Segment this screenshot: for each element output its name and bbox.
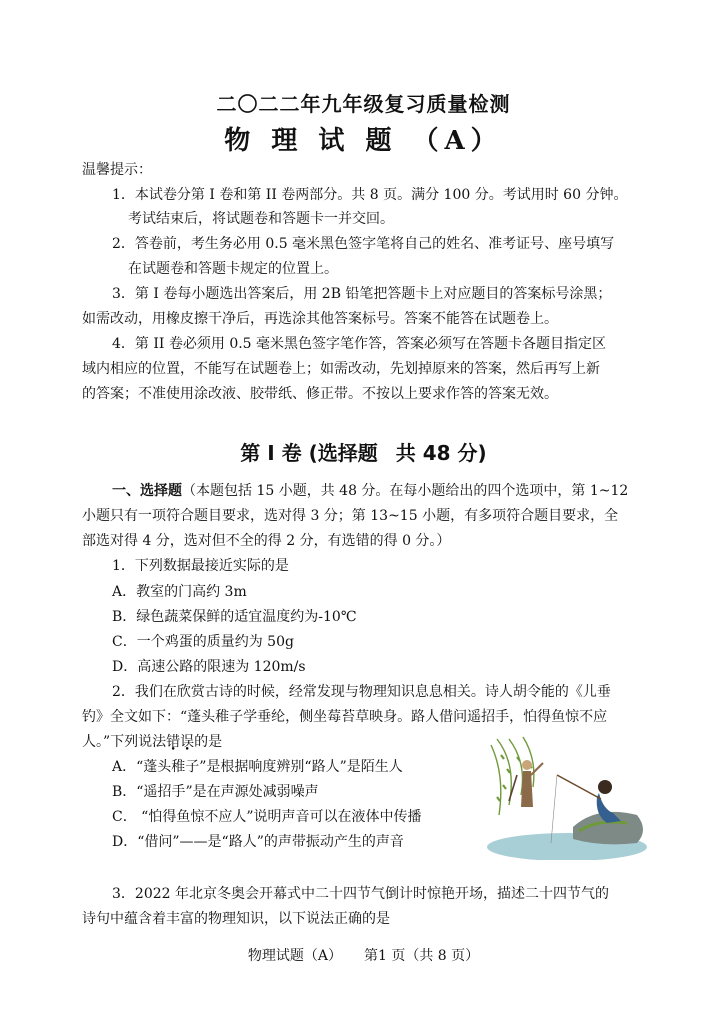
reminder-item-2-line-1: 2．答卷前，考生务必用 0.5 毫米黑色签字笔将自己的姓名、准考证号、座号填写	[112, 236, 615, 252]
footer-page-number: 第1 页（共 8 页）	[363, 948, 480, 964]
passerby-body	[521, 771, 533, 807]
q2-line-3-suffix: 的是	[194, 734, 223, 750]
fishing-child-illustration	[487, 735, 647, 860]
reminder-item-3-line-2: 如需改动，用橡皮擦干净后，再选涂其他答案标号。答案不能答在试题卷上。	[82, 311, 558, 327]
q2-emphasis-char-1: 错	[166, 734, 181, 750]
section-title	[0, 437, 727, 466]
q2-line-2: 钓》全文如下：“蓬头稚子学垂纶，侧坐莓苔草映身。路人借问遥招手，怕得鱼惊不应	[82, 709, 608, 725]
part1-line-3: 部选对得 4 分，选对但不全的得 2 分，有选错的得 0 分。）	[82, 533, 451, 549]
section-title-main: 第 I 卷 (选择题	[240, 441, 378, 465]
q1-option-a: A．教室的门高约 3m	[112, 584, 247, 600]
q2-emphasis-char-2: 误	[180, 734, 195, 750]
part1-line-1	[112, 481, 628, 501]
q1-option-d: D．高速公路的限速为 120m/s	[112, 659, 306, 675]
q3-line-2: 诗句中蕴含着丰富的物理知识，以下说法正确的是	[82, 911, 390, 927]
q3-line-1: 3．2022 年北京冬奥会开幕式中二十四节气倒计时惊艳开场，描述二十四节气的	[112, 886, 609, 902]
q2-option-d: D．“借问”——是“路人”的声带振动产生的声音	[112, 834, 404, 850]
exam-subject-title: 物 理 试 题 （A）	[224, 126, 503, 156]
q2-option-a: A．“蓬头稚子”是根据响度辨别“路人”是陌生人	[112, 759, 403, 775]
q2-line-1: 2．我们在欣赏古诗的时候，经常发现与物理知识息息相关。诗人胡令能的《儿垂	[112, 684, 611, 700]
footer-subject: 物理试题（A）	[247, 948, 342, 964]
reminder-item-4-line-1: 4．第 II 卷必须用 0.5 毫米黑色签字笔作答，答案必须写在答题卡各题目指定区	[112, 336, 607, 352]
q2-line-3-prefix: 人。”下列说法	[82, 734, 167, 750]
part1-instructions: （本题包括 15 小题，共 48 分。在每小题给出的四个选项中，第 1~12	[182, 483, 629, 499]
part1-line-2: 小题只有一项符合题目要求，选对得 3 分；第 13~15 小题，有多项符合题目要求，全	[82, 508, 619, 524]
reminder-heading: 温馨提示：	[82, 162, 152, 178]
part1-label: 一、选择题	[112, 483, 182, 499]
reminder-item-4-line-2: 域内相应的位置，不能写在试题卷上；如需改动，先划掉原来的答案，然后再写上新	[82, 361, 600, 377]
q1-option-c: C．一个鸡蛋的质量约为 50g	[112, 634, 294, 650]
reminder-item-1-line-1: 1．本试卷分第 I 卷和第 II 卷两部分。共 8 页。满分 100 分。考试用时 60 分钟。	[112, 187, 628, 203]
q2-option-b: B．“遥招手”是在声源处减弱噪声	[112, 784, 319, 800]
q1-option-b: B．绿色蔬菜保鲜的适宜温度约为-10℃	[112, 609, 357, 625]
reminder-item-2-line-2: 在试题卷和答题卡规定的位置上。	[128, 261, 338, 277]
reminder-item-1-line-2: 考试结束后，将试题卷和答题卡一并交回。	[128, 211, 394, 227]
q1-stem: 1．下列数据最接近实际的是	[112, 558, 289, 574]
exam-title: 二〇二二年九年级复习质量检测	[216, 92, 511, 116]
page-footer	[0, 945, 727, 965]
passerby-head	[522, 760, 532, 770]
reminder-item-3-line-1: 3．第 I 卷每小题选出答案后，用 2B 铅笔把答题卡上对应题目的答案标号涂黑；	[112, 286, 612, 302]
q2-option-c: C． “怕得鱼惊不应人”说明声音可以在液体中传播	[112, 809, 422, 825]
q2-line-3	[82, 732, 222, 752]
reminder-item-4-line-3: 的答案；不准使用涂改液、胶带纸、修正带。不按以上要求作答的答案无效。	[82, 386, 558, 402]
section-title-score: 共 48 分)	[395, 441, 487, 465]
child-head	[598, 780, 612, 794]
